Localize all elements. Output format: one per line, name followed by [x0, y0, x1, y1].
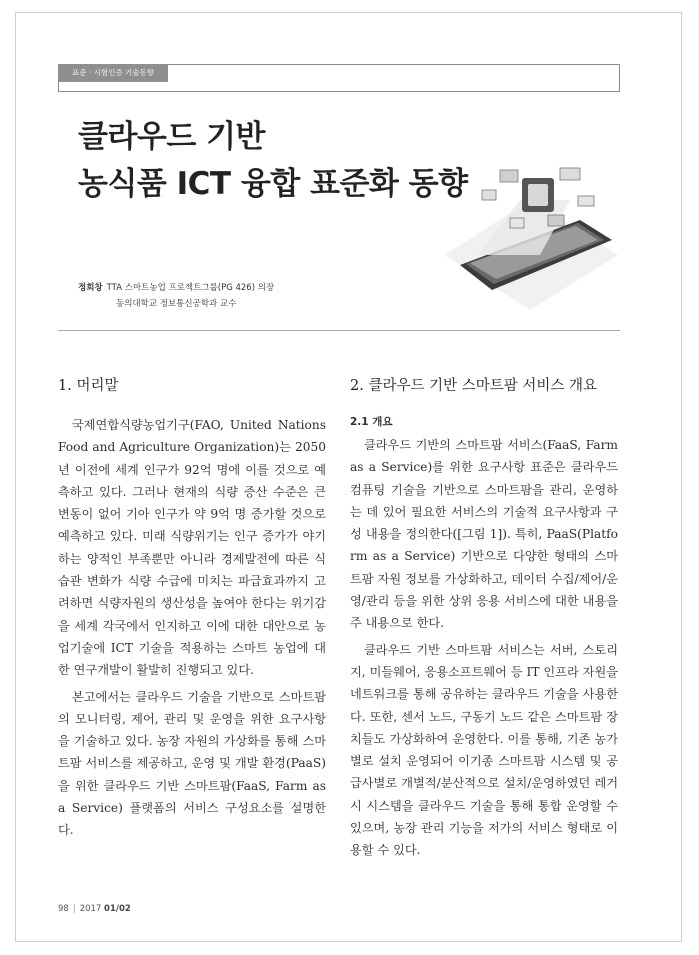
- section-2-heading: 2. 클라우드 기반 스마트팜 서비스 개요: [350, 378, 597, 394]
- section-1-paragraph-2: 본고에서는 클라우드 기술을 기반으로 스마트팜의 모니터링, 제어, 관리 및 운영을 위한 요구사항을 기술하고 있다. 농장 자원의 가상화를 통해 스마트팜 서비스를 제공하고, 운영 및 개발 환경(PaaS)을 위한 클라우드 기반 스마트팜(FaaS, Farm as a Service) 플랫폼의 서비스 구성요소를 설명한다.: [58, 689, 326, 838]
- left-column: [58, 375, 326, 842]
- article-title: [78, 114, 468, 208]
- section-2-1-heading: 2.1 개요: [350, 416, 393, 428]
- footer-separator: |: [72, 904, 76, 914]
- page-footer: [58, 904, 131, 914]
- section-1-paragraph-1: 국제연합식량농업기구(FAO, United Nations Food and Agriculture Organization)는 2050년 이전에 세계 인구가 92억 명에 이를 것으로 예측하고 있다. 그러나 현재의 식량 증산 수준은 큰 변동이 없어 기아 인구가 약 9억 명 증가할 것으로 예측하고 있다. 미래 식량위기는 인구 증가가 야기하는 양적인 부족뿐만 아니라 경제발전에 따른 식습관 변화가 식량 수급에 미치는 파급효과까지 고려하면 식량자원의 생산성을 높여야 한다는 위기감을 세계 각국에서 인지하고 이에 대한 대안으로 농업기술에 ICT 기술을 적용하는 스마트 농업에 대한 연구개발이 활발히 진행되고 있다.: [58, 418, 326, 678]
- divider: [58, 330, 620, 331]
- title-line-1: 클라우드 기반: [78, 119, 265, 155]
- page-number: 98: [58, 904, 69, 914]
- author-info: [78, 280, 274, 312]
- footer-issue: 01/02: [104, 904, 131, 914]
- smartphone-cloud-illustration: [440, 160, 620, 310]
- section-2-paragraph-1: 클라우드 기반의 스마트팜 서비스(FaaS, Farm as a Service)를 위한 요구사항 표준은 클라우드 컴퓨팅 기술을 기반으로 스마트팜을 관리, 운영하는 데 있어 필요한 서비스의 기술적 요구사항과 구성 내용을 정의한다([그림 1]). 특히, PaaS(Platform as a Service) 기반으로 다양한 형태의 스마트팜 자원 정보를 가상화하고, 데이터 수집/제어/운영/관리 등을 위한 상위 응용 서비스에 대한 내용을 주 내용으로 한다.: [350, 438, 618, 631]
- title-line-2: 농식품 ICT 융합 표준화 동향: [78, 166, 468, 202]
- right-column: [350, 375, 618, 862]
- section-1-heading: 1. 머리말: [58, 378, 119, 394]
- category-tab: 표준 · 시험인증 기술동향: [58, 64, 168, 82]
- footer-year: 2017: [79, 904, 102, 914]
- section-2-paragraph-2: 클라우드 기반 스마트팜 서비스는 서버, 스토리지, 미들웨어, 응용소프트웨어 등 IT 인프라 자원을 네트워크를 통해 공유하는 클라우드 기술을 사용한다. 또한, 센서 노드, 구동기 노드 같은 스마트팜 장치들도 가상화하여 운영한다. 이를 통해, 기존 농가별로 설치 운영되어 이기종 스마트팜 시스템 및 공급사별로 개별적/분산적으로 설치/운영하였던 레거시 시스템을 클라우드 기술을 통해 통합 운영할 수 있으며, 농장 관리 기능을 저가의 서비스 형태로 이용할 수 있다.: [350, 642, 618, 858]
- author-affiliation-1: TTA 스마트농업 프로젝트그룹(PG 426) 의장: [106, 283, 275, 293]
- author-line-1: [78, 280, 274, 296]
- author-affiliation-2: 동의대학교 정보통신공학과 교수: [116, 299, 237, 309]
- author-name: 정회창: [78, 283, 103, 293]
